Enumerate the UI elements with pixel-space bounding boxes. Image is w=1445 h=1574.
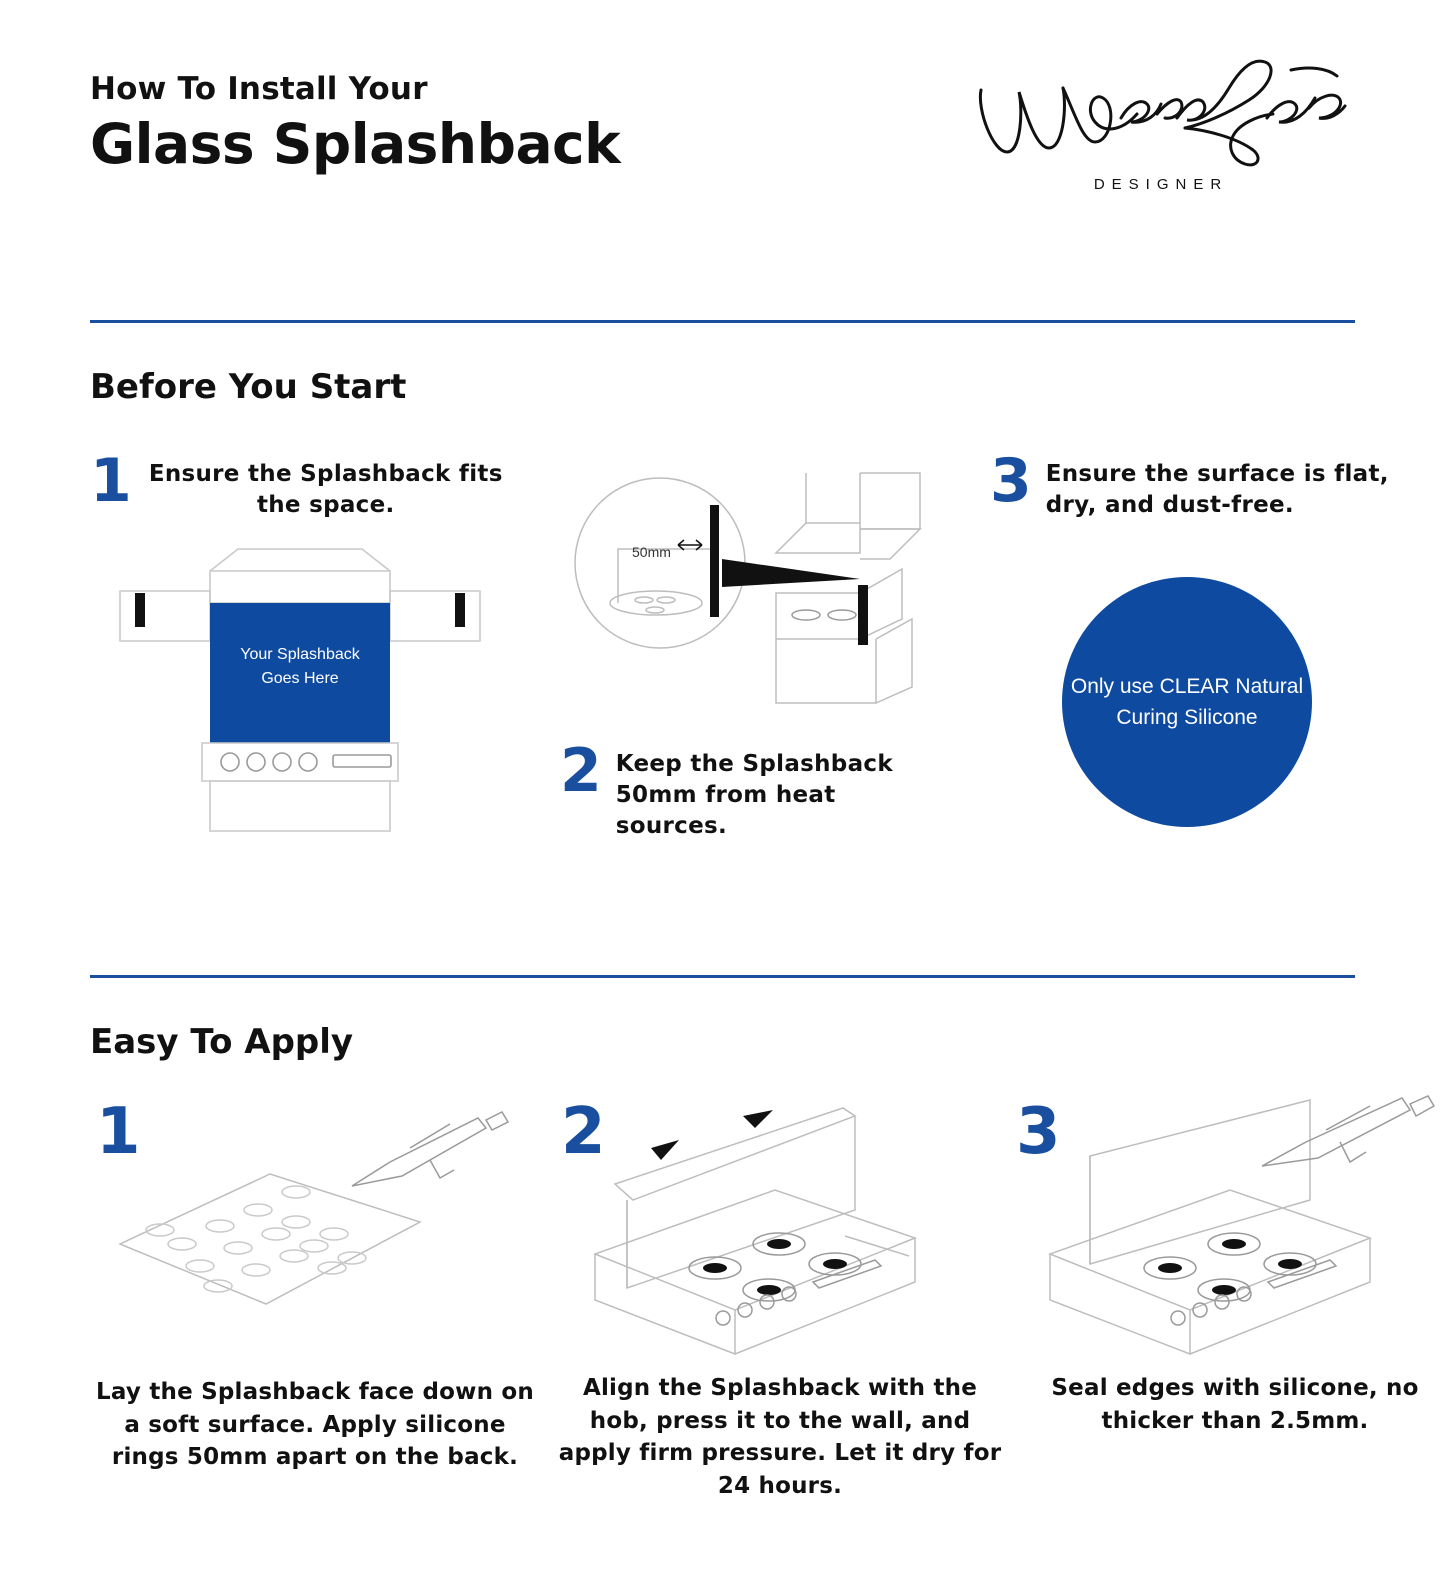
step-text: Keep the Splashback 50mm from heat sources. (615, 751, 893, 840)
figure-label-50mm: 50mm (632, 544, 671, 560)
step-number: 1 (96, 1095, 141, 1169)
figure-seal-edges (1010, 1095, 1445, 1354)
easy-to-apply-grid (90, 1095, 1419, 1574)
document-header (90, 0, 1355, 232)
step-caption: Align the Splashback with the hob, press it to the wall, and apply firm pressure. Let it dry for 24 hours. (558, 1375, 1002, 1499)
before-step-1 (90, 446, 530, 845)
signature-logo-icon (971, 52, 1351, 182)
brand-subtitle: DESIGNER (1093, 176, 1229, 193)
step-caption: Lay the Splashback face down on a soft surface. Apply silicone rings 50mm apart on the back. (96, 1379, 534, 1471)
before-step-3 (990, 446, 1420, 827)
figure-label-line2: Goes Here (261, 670, 339, 688)
brand-logo (971, 52, 1351, 212)
apply-step-1 (90, 1095, 540, 1474)
step-number: 3 (990, 446, 1032, 516)
divider-middle (90, 975, 1355, 978)
divider-top (90, 320, 1355, 323)
figure-align-splashback (555, 1095, 1005, 1354)
page-title-small: How To Install Your (90, 71, 428, 107)
step-caption: Seal edges with silicone, no thicker than 2.5mm. (1051, 1375, 1419, 1434)
page-title: Glass Splashback (90, 112, 621, 177)
before-step-2 (560, 453, 990, 842)
silicone-note-badge (1062, 577, 1312, 827)
apply-step-3 (1010, 1095, 1445, 1437)
figure-splashback-fit (90, 531, 530, 845)
silicone-note-text: Only use CLEAR Natural Curing Silicone (1070, 674, 1304, 730)
step-number: 1 (90, 446, 132, 516)
apply-step-2 (555, 1095, 1005, 1503)
section-heading-apply: Easy To Apply (90, 1022, 354, 1062)
before-you-start-grid (90, 446, 1389, 953)
step-text: Ensure the surface is flat, dry, and dust-free. (1045, 461, 1389, 519)
step-number: 2 (560, 736, 602, 806)
section-heading-before: Before You Start (90, 367, 407, 407)
figure-label-line1: Your Splashback (240, 646, 360, 664)
figure-silicone-rings (90, 1095, 520, 1354)
step-number: 2 (561, 1095, 606, 1169)
step-number: 3 (1016, 1095, 1061, 1169)
step-text: Ensure the Splashback fits the space. (148, 461, 503, 519)
figure-heat-distance (560, 463, 990, 727)
